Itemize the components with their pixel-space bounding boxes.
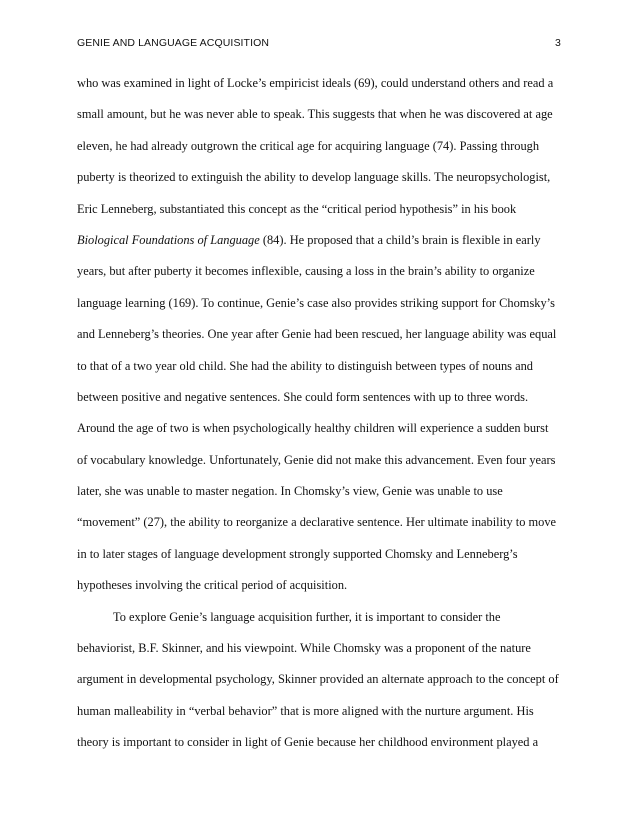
- text-line: “movement” (27), the ability to reorganize a declarative sentence. Her ultimate inability to move: [77, 515, 557, 530]
- text-line: hypotheses involving the critical period of acquisition.: [77, 578, 348, 593]
- text-line: years, but after puberty it becomes inflexible, causing a loss in the brain’s ability to organize: [77, 264, 535, 279]
- text-line: Around the age of two is when psychologically healthy children will experience a sudden burst: [77, 421, 549, 436]
- text-line: who was examined in light of Locke’s empiricist ideals (69), could understand others and read a: [77, 76, 554, 90]
- book-title: Biological Foundations of Language: [77, 232, 260, 247]
- text-line: language learning (169). To continue, Genie’s case also provides striking support for Chomsky’s: [77, 295, 555, 310]
- text-line: of vocabulary knowledge. Unfortunately, Genie did not make this advancement. Even four years: [77, 452, 556, 467]
- text-line: and Lenneberg’s theories. One year after Genie had been rescued, her language ability was equal: [77, 327, 557, 342]
- text-line: behaviorist, B.F. Skinner, and his viewpoint. While Chomsky was a proponent of the nature: [77, 641, 531, 656]
- text-line: puberty is theorized to extinguish the ability to develop language skills. The neuropsychologist,: [77, 170, 551, 185]
- text-line: theory is important to consider in light of Genie because her childhood environment played a: [77, 735, 539, 750]
- page-header: [77, 37, 561, 53]
- text-line: human malleability in “verbal behavior” that is more aligned with the nurture argument. His: [77, 703, 534, 718]
- page-number: 3: [555, 37, 561, 49]
- text-line: Eric Lenneberg, substantiated this concept as the “critical period hypothesis” in his book: [77, 201, 517, 216]
- text-line: small amount, but he was never able to speak. This suggests that when he was discovered at age: [77, 107, 553, 122]
- text-line: eleven, he had already outgrown the critical age for acquiring language (74). Passing through: [77, 138, 540, 153]
- text-line-rest: (84). He proposed that a child’s brain is flexible in early: [259, 232, 541, 247]
- paragraph-start-line: To explore Genie’s language acquisition further, it is important to consider the: [113, 609, 501, 624]
- body-text: [77, 68, 563, 759]
- text-line: later, she was unable to master negation. In Chomsky’s view, Genie was unable to use: [77, 484, 503, 499]
- text-line: [77, 225, 563, 256]
- text-line: between positive and negative sentences. She could form sentences with up to three words.: [77, 389, 529, 404]
- running-head: GENIE AND LANGUAGE ACQUISITION: [77, 37, 270, 49]
- text-line: in to later stages of language development strongly supported Chomsky and Lenneberg’s: [77, 546, 518, 561]
- text-line: argument in developmental psychology, Skinner provided an alternate approach to the concept of: [77, 672, 559, 687]
- text-line: to that of a two year old child. She had the ability to distinguish between types of nouns and: [77, 358, 533, 373]
